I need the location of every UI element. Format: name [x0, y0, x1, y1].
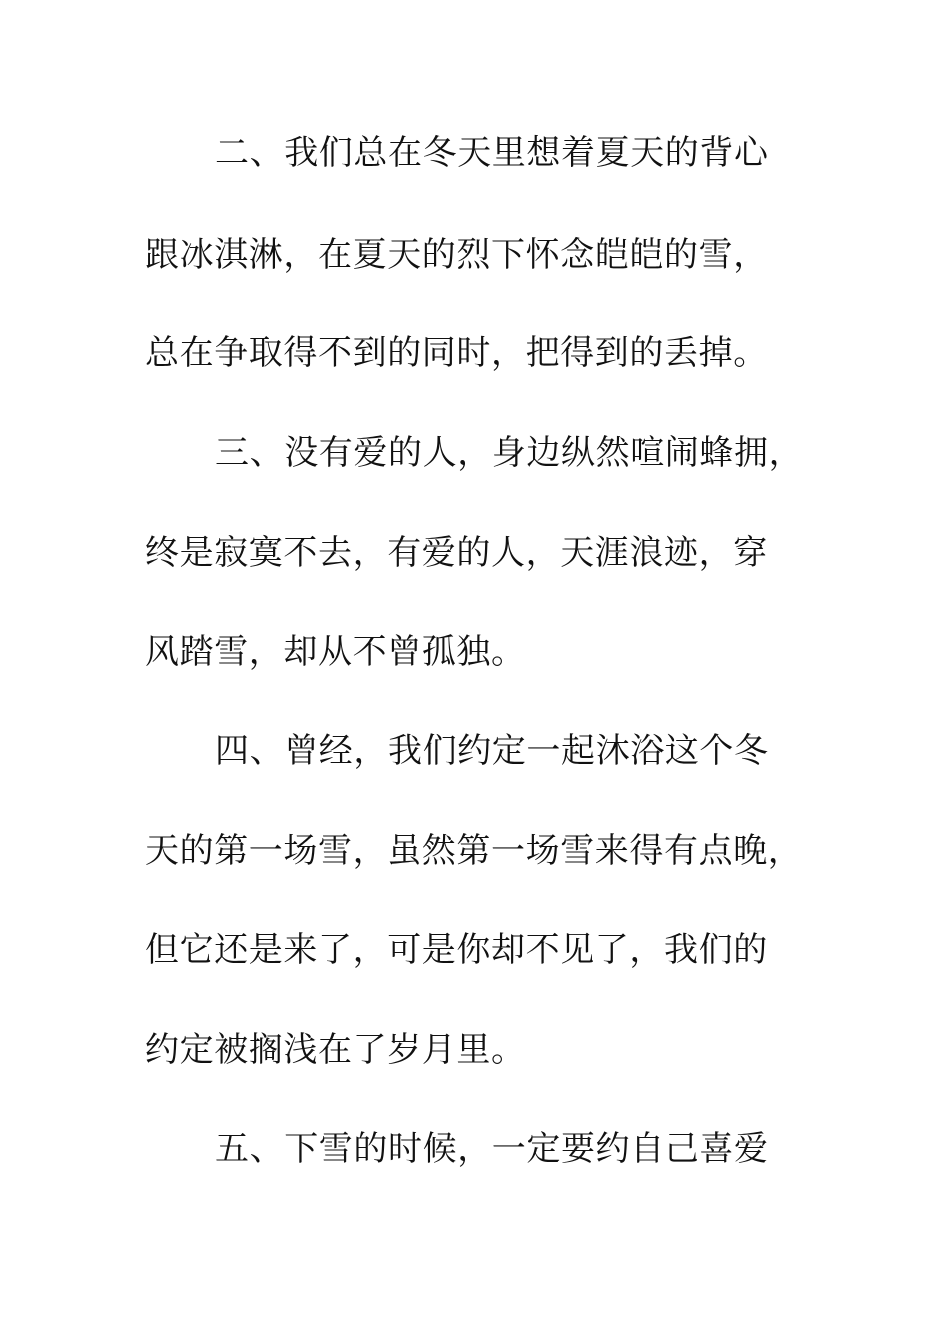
paragraph-4-line-4: 约定被搁浅在了岁月里。 — [145, 1030, 526, 1070]
paragraph-4-line-2: 天的第一场雪，虽然第一场雪来得有点晚， — [145, 831, 803, 871]
paragraph-5-line-1: 五、下雪的时候，一定要约自己喜爱 — [215, 1129, 769, 1169]
paragraph-3-line-1: 三、没有爱的人，身边纵然喧闹蜂拥， — [215, 433, 804, 473]
paragraph-3-line-3: 风踏雪，却从不曾孤独。 — [145, 632, 526, 672]
paragraph-3-line-2: 终是寂寞不去，有爱的人，天涯浪迹，穿 — [145, 533, 768, 573]
paragraph-2-line-3: 总在争取得不到的同时，把得到的丢掉。 — [145, 333, 768, 373]
paragraph-2-line-2: 跟冰淇淋，在夏天的烈下怀念皑皑的雪， — [145, 235, 768, 275]
paragraph-2-line-1: 二、我们总在冬天里想着夏天的背心 — [215, 133, 769, 173]
paragraph-4-line-3: 但它还是来了，可是你却不见了，我们的 — [145, 930, 768, 970]
paragraph-4-line-1: 四、曾经，我们约定一起沐浴这个冬 — [215, 731, 769, 771]
